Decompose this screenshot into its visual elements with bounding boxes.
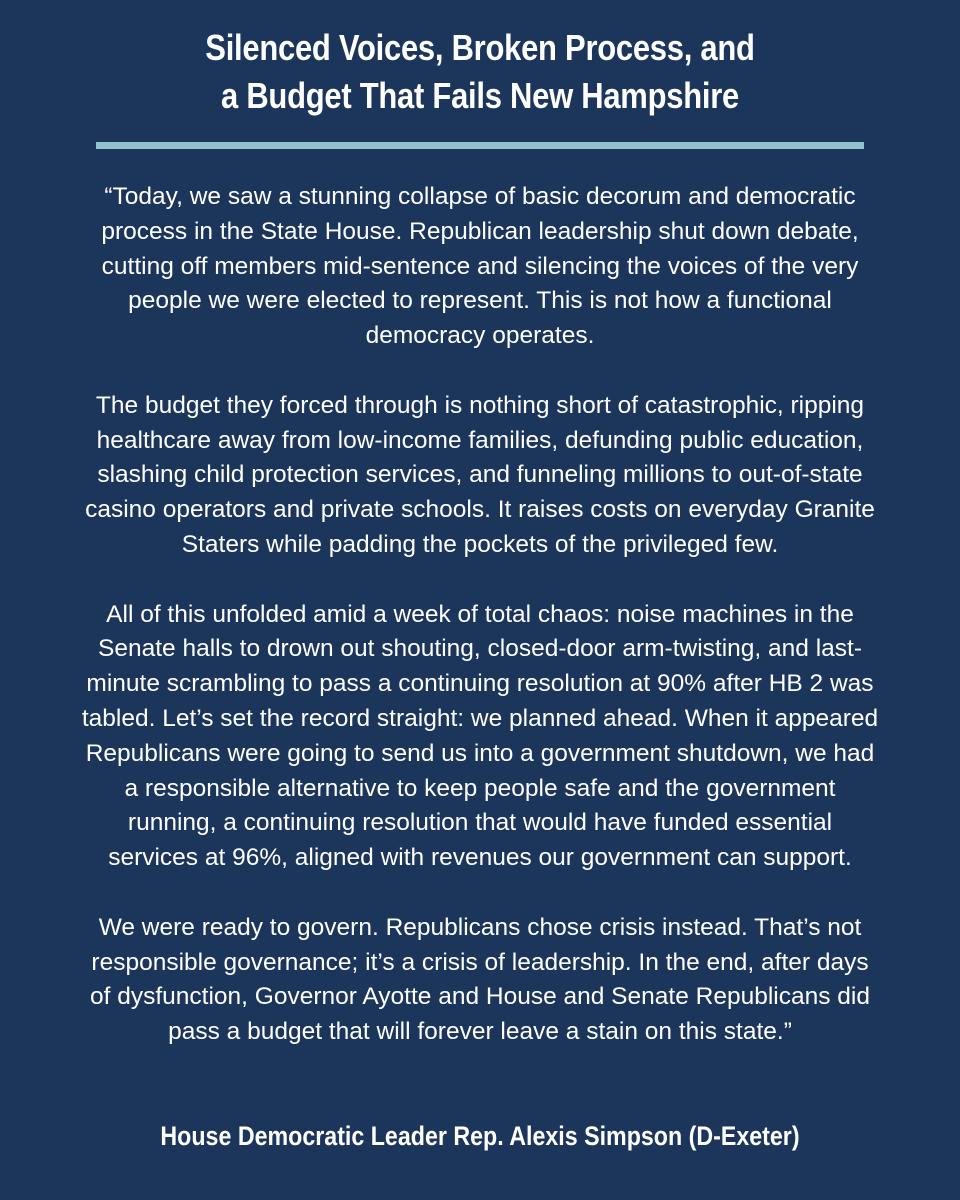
headline-line-1: Silenced Voices, Broken Process, and xyxy=(205,27,755,68)
quote-body xyxy=(56,180,904,1050)
quote-paragraph-1: “Today, we saw a stunning collapse of basic decorum and democratic process in the State House. Republican leadership shut down debate, cutting off members mid-sentence and silencing the voices of the very people we were elected to represent. This is not how a functional democracy operates. xyxy=(101,183,859,350)
quote-paragraph-3: All of this unfolded amid a week of total chaos: noise machines in the Senate halls to drown out shouting, closed-door arm-twisting, and last- minute scrambling to pass a continuing resolution at 90% after HB 2 was tabled. Let’s set the record straight: we planned ahead. When it appeared Republicans were going to send us into a government shutdown, we had a responsible alternative to keep people safe and the government running, a continuing resolution that would have funded essential services at 96%, aligned with revenues our government can support. xyxy=(81,600,879,872)
quote-paragraph-4: We were ready to govern. Republicans chose crisis instead. That’s not responsible governance; it’s a crisis of leadership. In the end, after days of dysfunction, Governor Ayotte and House and Senate Republicans did pass a budget that will forever leave a stain on this state.” xyxy=(90,913,870,1046)
headline xyxy=(119,24,841,120)
headline-line-2: a Budget That Fails New Hampshire xyxy=(221,75,739,116)
attribution: House Democratic Leader Rep. Alexis Simpson (D-Exeter) xyxy=(160,1121,800,1151)
accent-divider xyxy=(96,142,864,149)
quote-paragraph-2: The budget they forced through is nothing short of catastrophic, ripping healthcare away from low-income families, defunding public education, slashing child protection services, and funneling millions to out-of-state casino operators and private schools. It raises costs on everyday Granite Staters while padding the pockets of the privileged few. xyxy=(85,391,875,558)
